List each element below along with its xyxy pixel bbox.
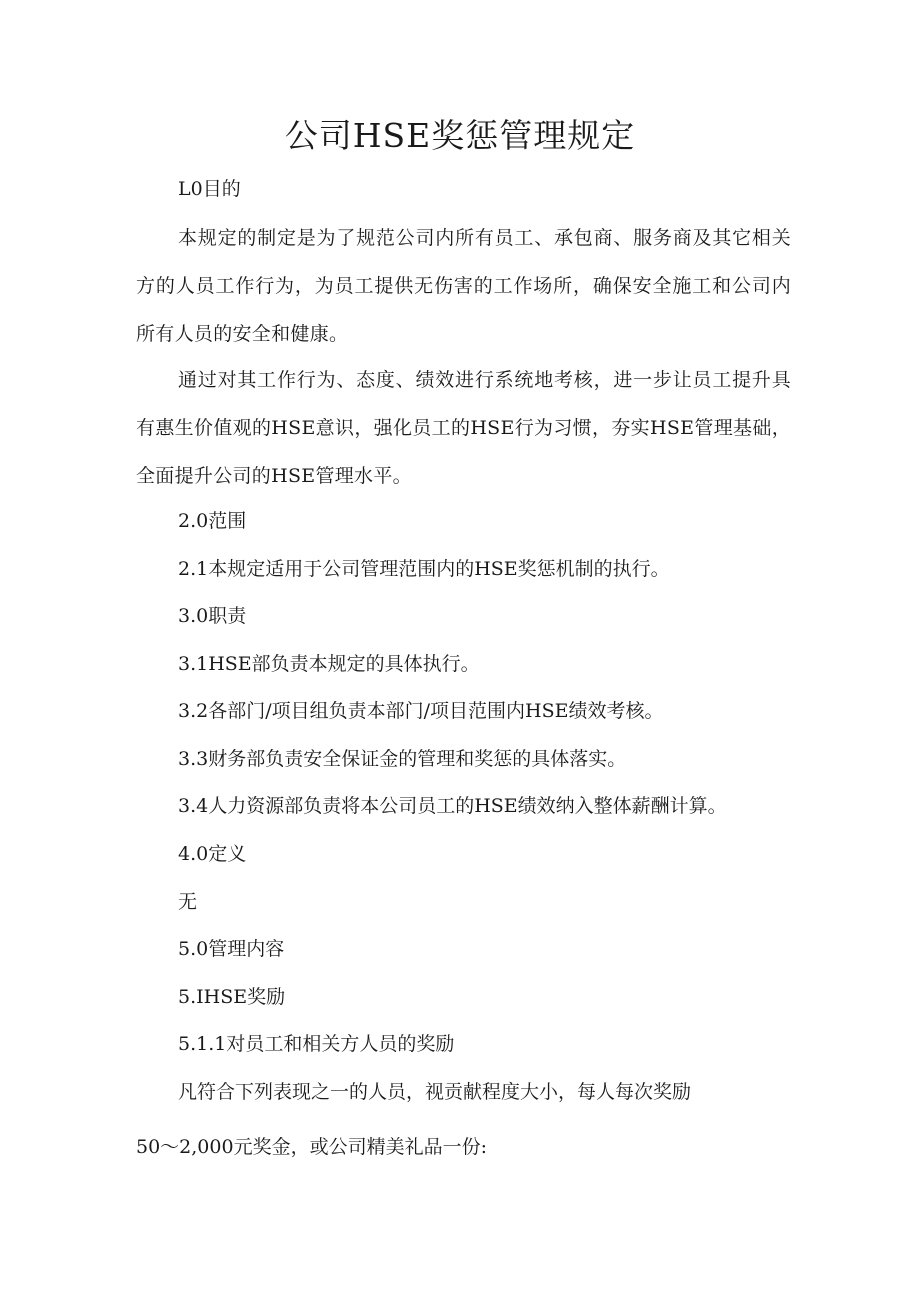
section-1-heading: L0目的 (178, 178, 241, 200)
section-3-heading: 3.0职责 (178, 605, 247, 627)
section-5-1: 5.IHSE奖励 (178, 986, 286, 1008)
section-3-1: 3.1HSE部负责本规定的具体执行。 (178, 653, 480, 675)
section-3-3: 3.3财务部负责安全保证金的管理和奖惩的具体落实。 (178, 748, 627, 770)
section-2-heading: 2.0范围 (178, 510, 247, 532)
section-5-heading: 5.0管理内容 (178, 938, 285, 960)
section-5-1-1: 5.1.1对员工和相关方人员的奖励 (178, 1033, 455, 1055)
document-title: 公司HSE奖惩管理规定 (284, 116, 636, 155)
section-1-paragraph-1: 本规定的制定是为了规范公司内所有员工、承包商、服务商及其它相关方的人员工作行为，为员工提供无伤害的工作场所，确保安全施工和公司内所有人员的安全和健康。 (136, 227, 791, 345)
section-5-paragraph-1: 凡符合下列表现之一的人员，视贡献程度大小，每人每次奖励 (178, 1081, 692, 1103)
section-3-4: 3.4人力资源部负责将本公司员工的HSE绩效纳入整体薪酬计算。 (178, 795, 727, 817)
section-4-heading: 4.0定义 (178, 843, 247, 865)
section-4-text: 无 (178, 891, 198, 913)
section-2-1: 2.1本规定适用于公司管理范围内的HSE奖惩机制的执行。 (178, 558, 670, 580)
section-5-paragraph-2: 50～2,000元奖金，或公司精美礼品一份: (136, 1136, 487, 1158)
section-1-paragraph-2: 通过对其工作行为、态度、绩效进行系统地考核，进一步让员工提升具有惠生价值观的HSE意识，强化员工的HSE行为习惯，夯实HSE管理基础，全面提升公司的HSE管理水平。 (136, 369, 791, 487)
section-3-2: 3.2各部门/项目组负责本部门/项目范围内HSE绩效考核。 (178, 700, 664, 722)
